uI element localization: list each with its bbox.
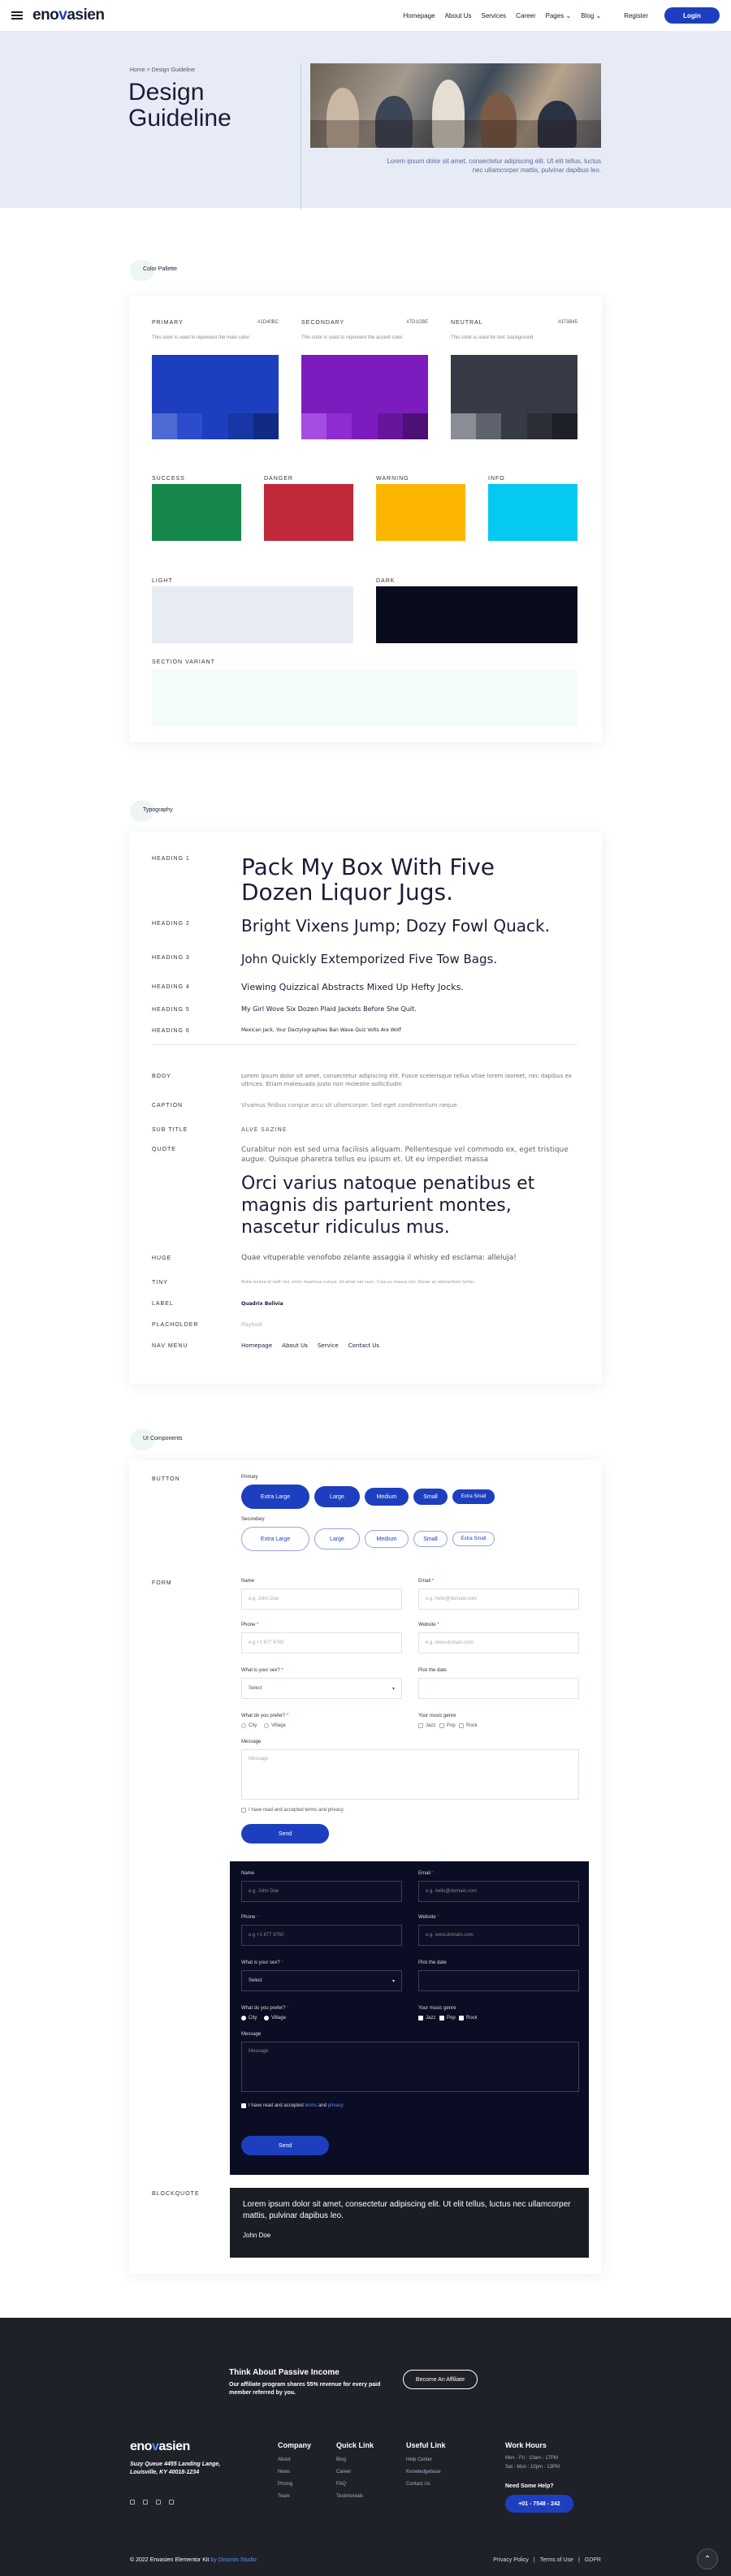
footer-link-blog[interactable]: Blog — [336, 2457, 347, 2462]
primary-swatch-group — [152, 320, 279, 439]
dark-date-label: Pick the date — [418, 1960, 447, 1965]
heading3-sample: John Quickly Extemporized Five Tow Bags. — [241, 952, 498, 966]
genre-pop-label: Pop — [447, 1723, 456, 1728]
secondary-color-swatch — [301, 355, 428, 439]
secondary-sm-button[interactable]: Small — [413, 1531, 448, 1547]
email-label: Email * — [418, 1579, 435, 1584]
dark-phone-label: Phone * — [241, 1915, 259, 1920]
gdpr-link[interactable]: GDPR — [584, 2557, 601, 2563]
placeholder-label: PLACHOLDER — [152, 1322, 199, 1328]
email-label-text: Email — [418, 1579, 431, 1584]
success-swatch — [152, 484, 241, 541]
dark-date-input[interactable] — [418, 1970, 579, 1991]
blockquote-box — [230, 2188, 589, 2258]
secondary-xl-button[interactable]: Extra Large — [241, 1527, 309, 1551]
navmenu-sample — [241, 1342, 379, 1349]
heading4-sample: Viewing Quizzical Abstracts Mixed Up Hefty Jocks. — [241, 982, 464, 992]
nav-pages-label: Pages — [545, 11, 564, 19]
chevron-down-icon: ▾ — [391, 1686, 395, 1692]
section-title-text: Typography — [143, 807, 173, 813]
twitter-icon[interactable] — [143, 2500, 148, 2505]
primary-sm-button[interactable]: Small — [413, 1489, 448, 1505]
dark-prefer-label-text: What do you prefer? — [241, 2006, 286, 2011]
genre-pop-checkbox[interactable] — [439, 1723, 456, 1728]
section-title-text: UI Components — [143, 1436, 183, 1441]
neutral-swatch-group — [451, 320, 577, 439]
footer-useful-links — [406, 2454, 441, 2491]
nav-about[interactable]: About Us — [444, 11, 472, 19]
huge-label: HUGE — [152, 1256, 172, 1261]
ui-components-card — [129, 1460, 602, 2274]
genre-jazz-label: Jazz — [426, 1723, 436, 1728]
body-label: BODY — [152, 1074, 171, 1079]
email-input[interactable]: e.g. hello@domain.com — [418, 1588, 579, 1610]
heading5-label: HEADING 5 — [152, 1007, 190, 1013]
success-label: SUCCESS — [152, 476, 185, 482]
top-navbar — [0, 0, 731, 31]
footer-link-about[interactable]: About — [278, 2457, 291, 2462]
label-sample: Quadrix Bolivia — [241, 1301, 283, 1307]
terms-of-use-link[interactable]: Terms of Use — [539, 2557, 573, 2563]
sex-label: What is your sex? * — [241, 1668, 283, 1673]
dark-email-label-text: Email — [418, 1871, 431, 1876]
dark-terms-checkbox[interactable] — [241, 2103, 344, 2108]
dark-send-button[interactable]: Send — [241, 2136, 329, 2155]
footer-logo-accent: v — [151, 2440, 159, 2453]
dark-terms-text: I have read and accepted — [249, 2103, 305, 2108]
footer-link-career[interactable]: Career — [336, 2470, 352, 2474]
work-hours-weekend: Sat - Mon : 10pm - 13PM — [505, 2465, 560, 2470]
secondary-desc: This color is used to represent the accent color. — [301, 335, 404, 340]
legal-separator: | — [533, 2557, 535, 2563]
date-label: Pick the date — [418, 1668, 447, 1673]
chevron-down-icon: ⌄ — [565, 11, 572, 19]
quote-large-sample: Orci varius natoque penatibus et magnis dis parturient montes, nascetur ridiculus mus. — [241, 1173, 535, 1238]
footer-logo-text-end: asien — [158, 2440, 190, 2453]
footer-quick-links — [336, 2454, 363, 2503]
sex-select-value: Select — [249, 1686, 262, 1691]
heading1-label: HEADING 1 — [152, 856, 190, 862]
dark-name-input[interactable]: e.g. John Doe — [241, 1881, 402, 1902]
button-section-label: BUTTON — [152, 1476, 180, 1482]
placeholder-sample: Playhold — [241, 1322, 262, 1328]
promo-title: Think About Passive Income — [229, 2368, 340, 2377]
footer-work-heading: Work Hours — [505, 2441, 547, 2449]
copyright-text: © 2022 Envasien Elementor Kit — [130, 2557, 211, 2563]
name-label-text: Name — [241, 1579, 255, 1584]
huge-sample: Quae vituperable venofobo zelante assaggia il whisky ed esclama: alleluja! — [241, 1254, 517, 1262]
dark-genre-label: Your music genre — [418, 2006, 456, 2011]
primary-xs-button[interactable]: Extra Small — [452, 1489, 495, 1504]
phone-button[interactable]: +01 - 7548 - 242 — [505, 2495, 573, 2513]
site-logo[interactable] — [32, 6, 104, 24]
phone-label-text: Phone — [241, 1623, 256, 1627]
chevron-down-icon: ▾ — [391, 1978, 395, 1984]
navmenu-item-service[interactable]: Service — [317, 1342, 339, 1349]
heading6-label: HEADING 6 — [152, 1028, 190, 1034]
heading4-label: HEADING 4 — [152, 984, 190, 990]
prefer-village-label: Village — [271, 1723, 286, 1728]
footer-work-hours — [505, 2454, 560, 2472]
primary-color-swatch — [152, 355, 279, 439]
typography-divider — [152, 1044, 577, 1045]
dark-form — [230, 1861, 589, 2175]
footer-link-help[interactable]: Help Center — [406, 2457, 433, 2462]
dark-message-textarea[interactable]: Message — [241, 2042, 579, 2092]
neutral-color-swatch — [451, 355, 577, 439]
info-swatch — [488, 484, 577, 541]
dark-message-label: Message — [241, 2032, 262, 2037]
name-input[interactable]: e.g. John Doe — [241, 1588, 402, 1610]
send-button[interactable]: Send — [241, 1824, 329, 1843]
dark-genre-rock-checkbox[interactable] — [459, 2016, 478, 2021]
work-hours-weekday: Mon - Fri : 10am - 17PM — [505, 2456, 559, 2461]
heading6-sample: Mexican Jack, Your Dactylographies Ban Wave Quiz Volts Are Wolf — [241, 1027, 401, 1033]
primary-md-button[interactable]: Medium — [365, 1488, 409, 1506]
logo-text: eno — [32, 6, 59, 24]
register-link[interactable]: Register — [624, 11, 648, 19]
section-title-palette — [0, 255, 731, 287]
genre-jazz-checkbox[interactable] — [418, 1723, 435, 1728]
prefer-city-radio[interactable] — [241, 1723, 257, 1728]
navmenu-item-contact[interactable]: Contact Us — [348, 1342, 379, 1349]
footer-logo[interactable] — [130, 2440, 190, 2454]
dark-genre-jazz-label: Jazz — [426, 2016, 436, 2021]
light-label: LIGHT — [152, 578, 173, 584]
primary-lg-button[interactable]: Large — [314, 1486, 360, 1507]
terms-checkbox[interactable] — [241, 1808, 344, 1813]
blockquote-label: BLOCKQUOTE — [152, 2191, 200, 2197]
dark-prefer-city-radio[interactable] — [241, 2016, 257, 2021]
dark-terms-and: and — [317, 2103, 328, 2108]
legal-links — [493, 2557, 601, 2563]
affiliate-button[interactable]: Become An Affiliate — [403, 2370, 478, 2389]
warning-label: WARNING — [376, 476, 409, 482]
date-input[interactable] — [418, 1678, 579, 1699]
footer-company-heading: Company — [278, 2441, 312, 2449]
footer-help-text: Need Some Help? — [505, 2483, 554, 2489]
hero-image — [310, 63, 601, 148]
heading2-label: HEADING 2 — [152, 921, 190, 927]
website-label-text: Website — [418, 1623, 436, 1627]
warning-swatch — [376, 484, 465, 541]
footer-link-news[interactable]: News — [278, 2470, 291, 2474]
danger-swatch — [264, 484, 353, 541]
dark-phone-input[interactable]: e.g +1 677 9760 — [241, 1925, 402, 1946]
blockquote-text: Lorem ipsum dolor sit amet, consectetur adipiscing elit. Ut elit tellus, luctus nec ullamcorper mattis, pulvinar dapibus leo. — [243, 2200, 571, 2220]
name-label — [241, 1579, 254, 1584]
footer-address: Suzy Queue 4455 Landing Lange, Louisville, KY 40018-1234 — [130, 2461, 221, 2475]
hero-section — [0, 31, 731, 208]
footer-link-testimonials[interactable]: Testimonials — [336, 2494, 364, 2499]
neutral-hex: #373B45 — [557, 320, 577, 325]
logo-text-end: asien — [67, 6, 105, 24]
prefer-label: What do you prefer? * — [241, 1714, 289, 1718]
phone-label: Phone * — [241, 1623, 259, 1627]
hero-caption: Lorem ipsum dolor sit amet, consectetur adipiscing elit. Ut elit tellus, luctus nec ullamcorper mattis, pulvinar dapibus leo. — [387, 158, 601, 174]
neutral-label: NEUTRAL — [451, 320, 483, 326]
dark-swatch — [376, 586, 577, 643]
primary-buttons-label: Primary — [241, 1475, 258, 1480]
dark-sex-select-value: Select — [249, 1978, 262, 1983]
navmenu-item-about[interactable]: About Us — [282, 1342, 308, 1349]
privacy-policy-link[interactable]: Privacy Policy — [493, 2557, 529, 2563]
page-title: Design Guideline — [128, 79, 231, 132]
section-title-ui — [0, 1424, 731, 1457]
dark-sex-label: What is your sex? * — [241, 1960, 283, 1965]
instagram-icon[interactable] — [169, 2500, 174, 2505]
caption-sample: Vivamus finibus congue arcu sit ullamcorper. Sed eget condimentum neque. — [241, 1102, 459, 1109]
dark-sex-label-text: What is your sex? — [241, 1960, 280, 1965]
scroll-to-top-icon[interactable]: ⌃ — [697, 2548, 718, 2570]
dark-genre-rock-label: Rock — [466, 2016, 478, 2021]
promo-text: Our affiliate program shares 55% revenue for every paid member referred by you. — [229, 2382, 381, 2396]
dark-website-label-text: Website — [418, 1915, 436, 1920]
prefer-city-label: City — [249, 1723, 257, 1728]
quote-small-sample: Curabitur non est sed urna facilisis aliquam. Pellentesque vel commodo ex, eget tristique augue. Quisque pharetra tellus eu ipsum et. Ut eu imperdiet massa — [241, 1146, 569, 1164]
dark-prefer-label: What do you prefer? * — [241, 2006, 289, 2011]
footer-logo-text: eno — [130, 2440, 152, 2453]
dark-website-input[interactable]: e.g. www.domain.com — [418, 1925, 579, 1946]
subtitle-sample: ALVE SAZINE — [241, 1126, 288, 1133]
main-nav — [403, 12, 601, 19]
secondary-buttons-label: Secondary — [241, 1517, 265, 1522]
site-footer — [0, 2318, 731, 2576]
primary-label: PRIMARY — [152, 320, 184, 326]
copyright-link[interactable]: by Dinamis Studio — [210, 2557, 257, 2563]
section-title-typography — [0, 796, 731, 828]
footer-link-faq[interactable]: FAQ — [336, 2482, 347, 2487]
section-variant-swatch — [152, 669, 577, 726]
chevron-down-icon: ⌄ — [595, 11, 602, 19]
website-label: Website * — [418, 1623, 439, 1627]
footer-useful-heading: Useful Link — [406, 2441, 446, 2449]
menu-icon[interactable] — [11, 11, 23, 19]
nav-blog-label: Blog — [581, 11, 595, 19]
dark-phone-label-text: Phone — [241, 1915, 256, 1920]
typography-card — [129, 832, 602, 1384]
phone-input[interactable]: e.g +1 677 9760 — [241, 1632, 402, 1653]
dark-genre-jazz-checkbox[interactable] — [418, 2016, 435, 2021]
nav-blog[interactable] — [581, 12, 601, 19]
dark-email-input[interactable]: e.g. hello@domain.com — [418, 1881, 579, 1902]
navmenu-label: NAV MENU — [152, 1343, 188, 1349]
body-sample: Lorem ipsum dolor sit amet, consectetur adipiscing elit. Fusce scelerisque tellus vitae lorem laoreet, nec dapibus ex ultrices. Etiam malesuada justo non molestie sollicitudin — [241, 1073, 572, 1087]
genre-label: Your music genre — [418, 1714, 456, 1718]
neutral-desc: This color is used for text, background — [451, 335, 534, 340]
genre-rock-label: Rock — [466, 1723, 478, 1728]
legal-separator: | — [577, 2557, 580, 2563]
genre-rock-checkbox[interactable] — [459, 1723, 478, 1728]
nav-services[interactable]: Services — [481, 11, 507, 19]
linkedin-icon[interactable] — [156, 2500, 161, 2505]
dark-genre-pop-checkbox[interactable] — [439, 2016, 456, 2021]
dark-prefer-city-label: City — [249, 2016, 257, 2021]
footer-link-contact[interactable]: Contact Us — [406, 2482, 430, 2487]
secondary-lg-button[interactable]: Large — [314, 1528, 360, 1549]
dark-sex-select[interactable] — [241, 1970, 402, 1991]
subtitle-label: SUB TITLE — [152, 1127, 188, 1133]
primary-hex: #1D40BC — [257, 320, 279, 325]
dark-website-label: Website * — [418, 1915, 439, 1920]
tiny-label: TINY — [152, 1280, 168, 1286]
primary-desc: This color is used to represent the main color. — [152, 335, 251, 340]
footer-link-pricing[interactable]: Pricing — [278, 2482, 293, 2487]
tiny-sample: Nulla lacinia id velit nisi, enim maximus cursus, sit amet vel nunc. Cras eu massa nisi. Donec ac elementum tortor — [241, 1280, 474, 1285]
login-button[interactable]: Login — [664, 7, 720, 24]
message-label: Message — [241, 1740, 262, 1744]
heading1-sample: Pack My Box With Five Dozen Liquor Jugs. — [241, 854, 495, 905]
heading2-sample: Bright Vixens Jump; Dozy Fowl Quack. — [241, 916, 550, 936]
footer-link-team[interactable]: Team — [278, 2494, 290, 2499]
secondary-xs-button[interactable]: Extra Small — [452, 1532, 495, 1546]
section-variant-label: SECTION VARIANT — [152, 659, 215, 665]
dark-prefer-village-label: Village — [271, 2016, 286, 2021]
footer-link-kb[interactable]: Knowledgebase — [406, 2470, 441, 2474]
secondary-label: SECONDARY — [301, 320, 345, 326]
secondary-md-button[interactable]: Medium — [365, 1530, 409, 1548]
info-label: INFO — [488, 476, 505, 482]
caption-label: CAPTION — [152, 1103, 184, 1109]
privacy-link[interactable]: privacy — [327, 2103, 344, 2108]
quote-label: QUOTE — [152, 1147, 176, 1152]
footer-company-links — [278, 2454, 292, 2503]
message-textarea[interactable]: Message — [241, 1749, 579, 1800]
heading5-sample: My Girl Wove Six Dozen Plaid Jackets Before She Quit. — [241, 1005, 417, 1013]
copyright — [130, 2557, 257, 2563]
heading3-label: HEADING 3 — [152, 955, 190, 961]
navmenu-item-homepage[interactable]: Homepage — [241, 1342, 273, 1349]
palette-card — [129, 296, 602, 742]
sex-label-text: What is your sex? — [241, 1668, 280, 1673]
nav-pages[interactable] — [546, 12, 572, 19]
secondary-hex: #7D1CBE — [406, 320, 428, 325]
sex-select[interactable] — [241, 1678, 402, 1699]
nav-career[interactable]: Career — [516, 11, 536, 19]
footer-quick-heading: Quick Link — [336, 2441, 374, 2449]
dark-terms-label — [249, 2103, 344, 2108]
website-input[interactable]: e.g. www.domain.com — [418, 1632, 579, 1653]
terms-label: I have read and accepted terms and privacy. — [249, 1808, 344, 1813]
dark-prefer-village-radio[interactable] — [264, 2016, 286, 2021]
label-label: LABEL — [152, 1301, 174, 1307]
logo-accent: v — [58, 6, 67, 24]
dark-label: DARK — [376, 578, 396, 584]
prefer-village-radio[interactable] — [264, 1723, 286, 1728]
form-section-label: FORM — [152, 1580, 172, 1586]
facebook-icon[interactable] — [130, 2500, 135, 2505]
breadcrumb: Home > Design Guideline — [130, 67, 195, 73]
section-title-text: Color Pallette — [143, 266, 178, 272]
secondary-swatch-group — [301, 320, 428, 439]
light-swatch — [152, 586, 353, 643]
terms-link[interactable]: terms — [305, 2103, 318, 2108]
primary-xl-button[interactable]: Extra Large — [241, 1485, 309, 1509]
blockquote-author: John Doe — [243, 2232, 271, 2239]
dark-name-label: Name — [241, 1871, 255, 1876]
dark-email-label: Email * — [418, 1871, 435, 1876]
prefer-label-text: What do you prefer? — [241, 1714, 286, 1718]
nav-homepage[interactable]: Homepage — [403, 11, 435, 19]
dark-genre-pop-label: Pop — [447, 2016, 456, 2021]
danger-label: DANGER — [264, 476, 293, 482]
